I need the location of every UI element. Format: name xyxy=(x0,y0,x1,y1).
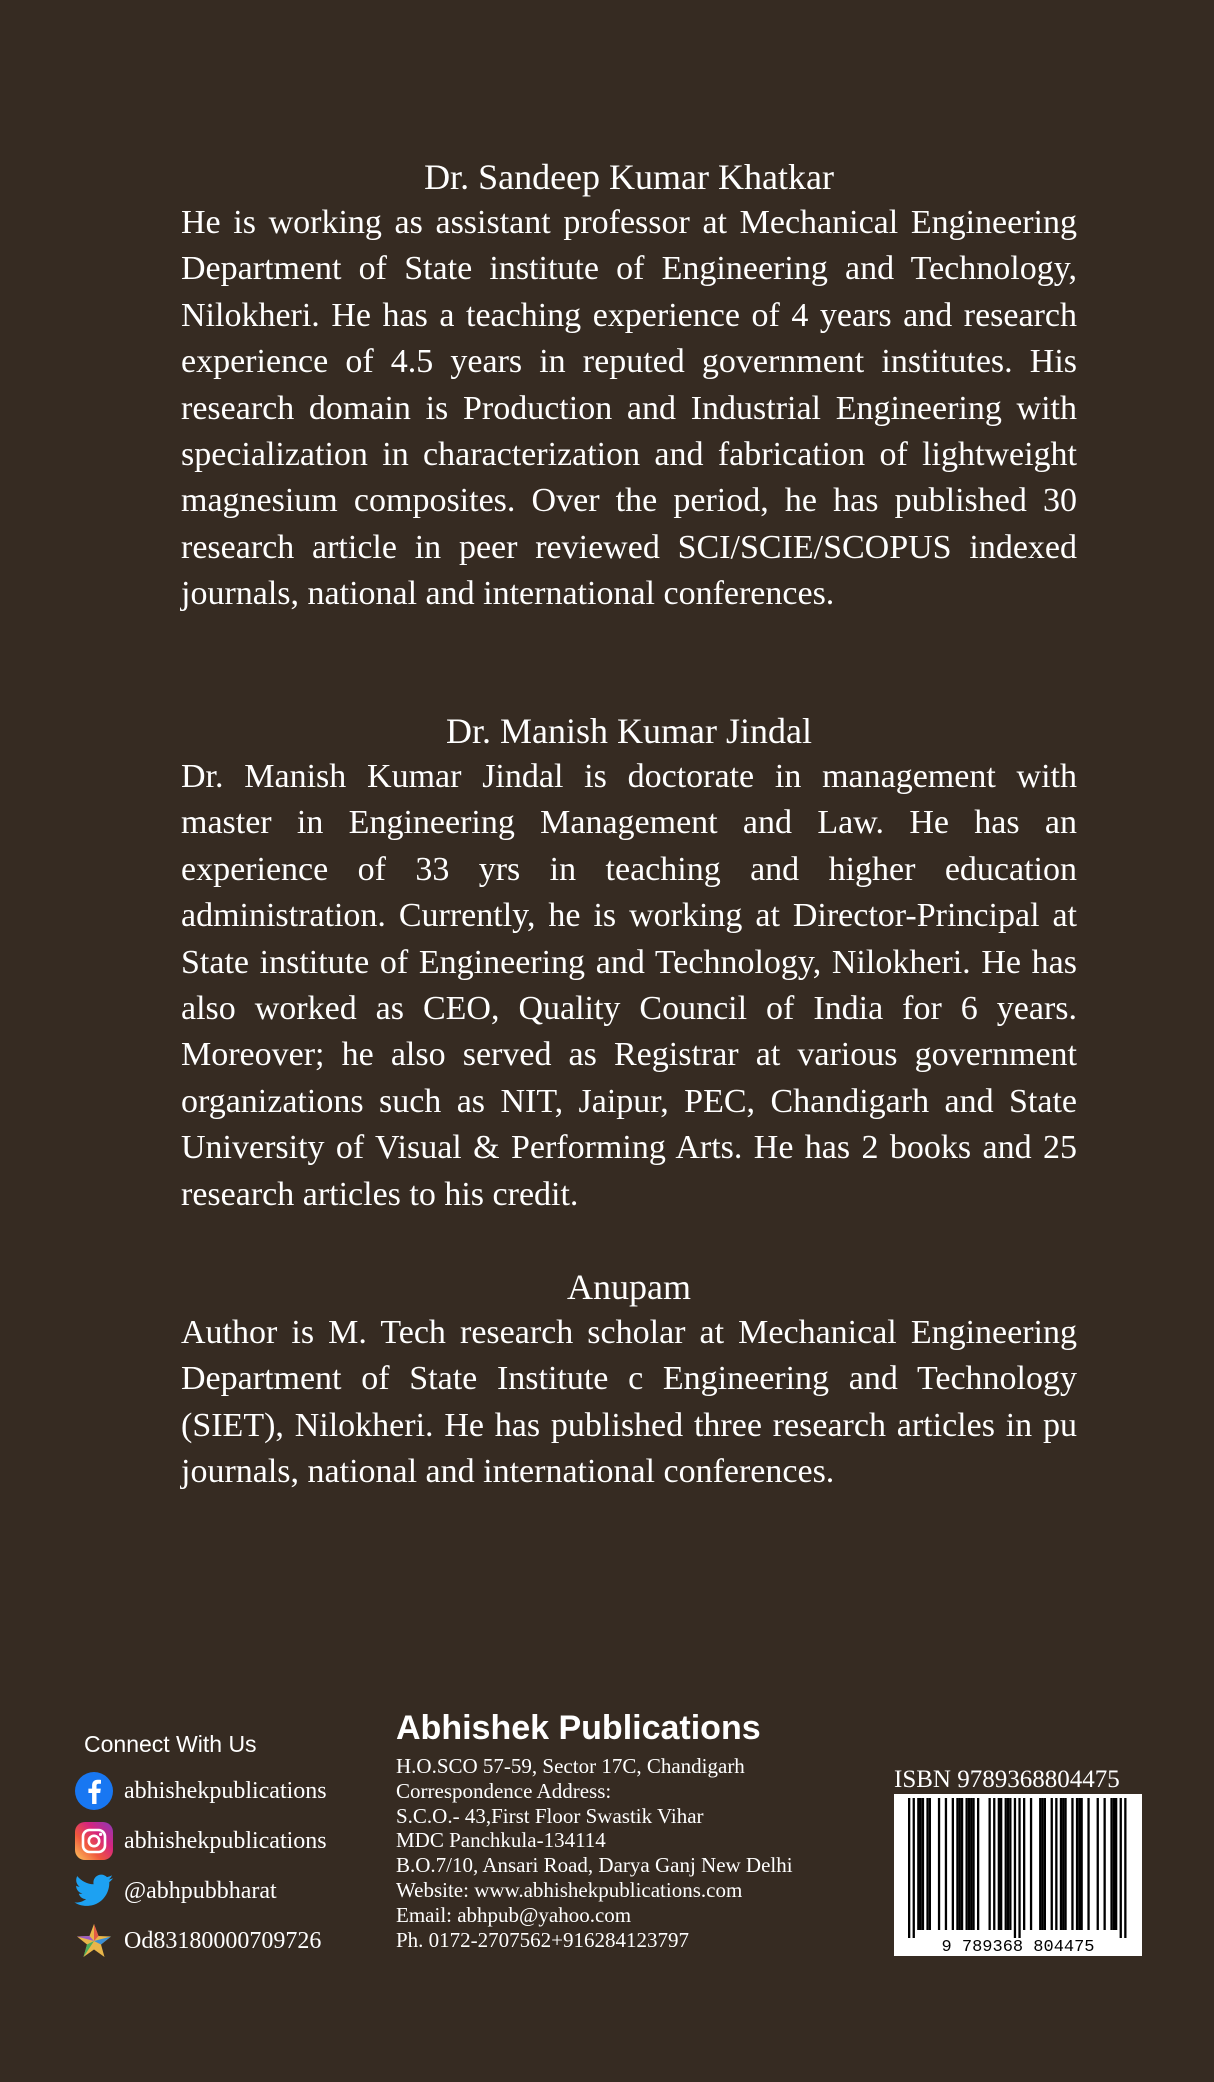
barcode-bar xyxy=(920,1798,922,1930)
barcode-bar xyxy=(908,1798,910,1938)
barcode-bar xyxy=(945,1798,947,1930)
barcode-bar xyxy=(1097,1798,1099,1930)
publisher-address-line: MDC Panchkula-134114 xyxy=(396,1828,606,1853)
barcode-bar xyxy=(922,1798,924,1930)
barcode-bar xyxy=(972,1798,974,1930)
social-twitter[interactable] xyxy=(72,1866,372,1916)
barcode-bar xyxy=(1000,1798,1002,1930)
barcode-bar xyxy=(1039,1798,1041,1930)
barcode-bar xyxy=(1007,1798,1009,1930)
publisher-email[interactable]: Email: abhpub@yahoo.com xyxy=(396,1902,632,1927)
social-koo[interactable] xyxy=(72,1916,372,1966)
barcode-bar xyxy=(1071,1798,1073,1930)
author-bio: Dr. Manish Kumar Jindal is doctorate in management with master in Engineering Management and Law. He has an experience of 33 yrs in teaching and higher education administration. Currently, he is working at Director-Principal at State institute of Engineering and Technology, Nilokheri. He has also worked as CEO, Quality Council of India for 6 years. Moreover; he also served as Registrar at various government organizations such as NIT, Jaipur, PEC, Chandigarh and State University of Visual & Performing Arts. He has 2 books and 25 research articles to his credit. xyxy=(181,758,1077,1213)
publisher-address-line: H.O.SCO 57-59, Sector 17C, Chandigarh xyxy=(396,1754,745,1778)
barcode-bar xyxy=(1120,1798,1122,1938)
barcode-bar xyxy=(1087,1798,1089,1930)
barcode-bar xyxy=(1005,1798,1007,1930)
bio-section-khatkar xyxy=(181,154,1077,618)
barcode-bar xyxy=(1078,1798,1080,1930)
author-bio: He is working as assistant professor at Mechanical Engineering Department of State institute of Engineering and Technology, Nilokheri. He has a teaching experience of 4 years and research experience of 4.5 years in reputed government institutes. His research domain is Production and Industrial Engineering with specialization in characterization and fabrication of lightweight magnesium composites. Over the period, he has published 30 research article in peer reviewed SCI/SCIE/SCOPUS indexed journals, national and international conferences. xyxy=(181,204,1077,613)
author-name: Anupam xyxy=(567,1267,691,1307)
barcode-bar xyxy=(1055,1798,1057,1930)
star-icon xyxy=(72,1919,116,1963)
barcode-bar xyxy=(968,1798,970,1930)
barcode-bar xyxy=(1115,1798,1117,1930)
barcode-bar xyxy=(1009,1798,1011,1930)
barcode-bar xyxy=(1030,1798,1032,1930)
barcode-bar xyxy=(917,1798,919,1930)
barcode-bar xyxy=(929,1798,931,1930)
barcode-bar xyxy=(913,1798,915,1938)
social-facebook[interactable] xyxy=(72,1766,372,1816)
barcode-bar xyxy=(966,1798,968,1930)
publisher-address-line: B.O.7/10, Ansari Road, Darya Ganj New Delhi xyxy=(396,1853,793,1878)
barcode-bar xyxy=(959,1798,961,1930)
barcode-bar xyxy=(961,1798,963,1930)
bio-section-jindal xyxy=(181,708,1077,1218)
barcode-graphic xyxy=(894,1794,1142,1956)
facebook-handle: abhishekpublications xyxy=(124,1777,327,1804)
twitter-icon xyxy=(72,1869,116,1913)
publisher-phone: Ph. 0172-2707562+916284123797 xyxy=(396,1927,690,1952)
publisher-address-line: Correspondence Address: xyxy=(396,1778,612,1803)
barcode-bar xyxy=(989,1798,991,1930)
koo-handle: Od83180000709726 xyxy=(124,1927,322,1954)
author-name: Dr. Sandeep Kumar Khatkar xyxy=(424,157,834,197)
barcode-bar xyxy=(1062,1798,1064,1930)
barcode-bar xyxy=(977,1798,979,1930)
social-instagram[interactable] xyxy=(72,1816,372,1866)
connect-section xyxy=(72,1722,372,1966)
barcode-bar xyxy=(1023,1798,1025,1930)
barcode-bar xyxy=(1014,1798,1016,1938)
barcode-bar xyxy=(1076,1798,1078,1930)
bio-section-anupam xyxy=(181,1264,1077,1496)
instagram-icon xyxy=(72,1819,116,1863)
barcode-bar xyxy=(1051,1798,1053,1930)
barcode-bar xyxy=(998,1798,1000,1930)
instagram-handle: abhishekpublications xyxy=(124,1827,327,1854)
isbn-barcode xyxy=(894,1794,1142,1956)
publisher-name: Abhishek Publications xyxy=(396,1709,761,1747)
barcode-bar xyxy=(1044,1798,1046,1930)
barcode-bar xyxy=(952,1798,954,1930)
isbn-label: ISBN 9789368804475 xyxy=(894,1766,1120,1793)
connect-title: Connect With Us xyxy=(84,1731,257,1757)
publisher-address-line: S.C.O.- 43,First Floor Swastik Vihar xyxy=(396,1803,704,1828)
barcode-bar xyxy=(1041,1798,1043,1930)
publisher-block xyxy=(396,1706,876,1952)
barcode-bar xyxy=(1064,1798,1066,1930)
barcode-bar xyxy=(1113,1798,1115,1930)
twitter-handle: @abhpubbharat xyxy=(124,1877,277,1904)
barcode-digits: 9 789368 804475 xyxy=(941,1938,1095,1956)
publisher-website[interactable]: Website: www.abhishekpublications.com xyxy=(396,1877,743,1902)
barcode-bar xyxy=(1081,1798,1083,1930)
barcode-bar xyxy=(938,1798,940,1930)
barcode-bar xyxy=(970,1798,972,1930)
barcode-bar xyxy=(993,1798,995,1930)
barcode-bar xyxy=(926,1798,928,1930)
barcode-bar xyxy=(956,1798,958,1930)
barcode-bar xyxy=(1018,1798,1020,1938)
barcode-bar xyxy=(1060,1798,1062,1930)
barcode-bar xyxy=(1124,1798,1126,1938)
facebook-icon xyxy=(72,1769,116,1813)
author-name: Dr. Manish Kumar Jindal xyxy=(446,711,812,751)
author-bio: Author is M. Tech research scholar at Mechanical Engineering Department of State Institute c Engineering and Technology (SIET), Nilokheri. He has published three research articles in pu journals, national and international conferences. xyxy=(181,1314,1077,1491)
barcode-bar xyxy=(1104,1798,1106,1930)
barcode-bar xyxy=(1110,1798,1112,1930)
